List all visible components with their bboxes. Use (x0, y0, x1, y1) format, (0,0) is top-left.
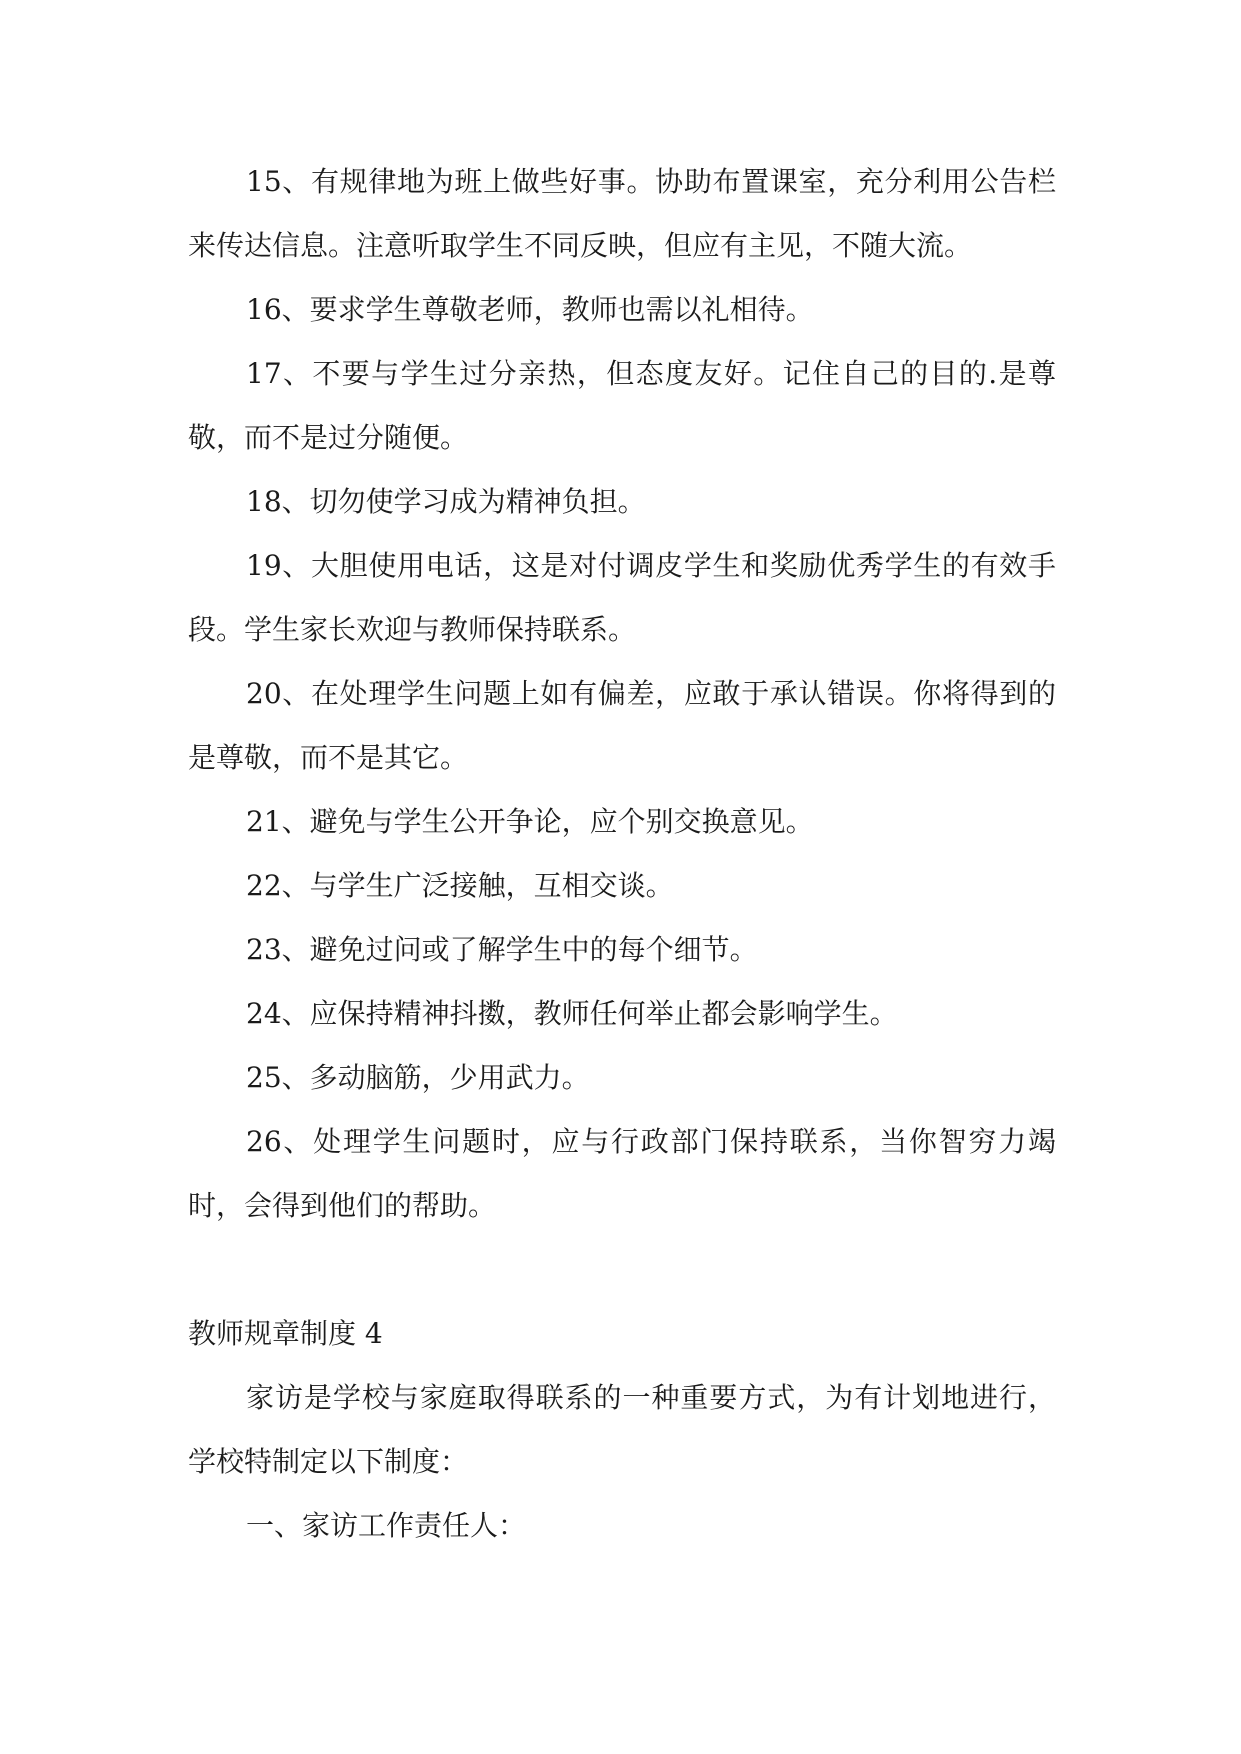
rule-item-23: 23、避免过问或了解学生中的每个细节。 (246, 933, 758, 966)
rule-item-18: 18、切勿使学习成为精神负担。 (246, 485, 646, 518)
rule-item-17: 17、不要与学生过分亲热，但态度友好。记住自己的目的.是尊敬，而不是过分随便。 (188, 357, 1056, 454)
rule-item-16: 16、要求学生尊敬老师，教师也需以礼相待。 (246, 293, 814, 326)
rule-item-25: 25、多动脑筋，少用武力。 (246, 1061, 590, 1094)
rule-item-21: 21、避免与学生公开争论，应个别交换意见。 (246, 805, 814, 838)
section-subheading: 一、家访工作责任人： (246, 1509, 527, 1542)
section-title: 教师规章制度 4 (188, 1317, 383, 1350)
section-spacer (188, 1238, 1056, 1302)
rule-item-15: 15、有规律地为班上做些好事。协助布置课室，充分利用公告栏来传达信息。注意听取学生不同反映，但应有主见，不随大流。 (188, 165, 1056, 262)
rule-item-20: 20、在处理学生问题上如有偏差，应敢于承认错误。你将得到的是尊敬，而不是其它。 (188, 677, 1056, 774)
document-body (188, 150, 1056, 1558)
rule-item-19: 19、大胆使用电话，这是对付调皮学生和奖励优秀学生的有效手段。学生家长欢迎与教师保持联系。 (188, 549, 1056, 646)
section-intro: 家访是学校与家庭取得联系的一种重要方式，为有计划地进行，学校特制定以下制度： (188, 1381, 1056, 1478)
rule-item-22: 22、与学生广泛接触，互相交谈。 (246, 869, 674, 902)
rule-item-26: 26、处理学生问题时，应与行政部门保持联系，当你智穷力竭时，会得到他们的帮助。 (188, 1125, 1056, 1222)
rule-item-24: 24、应保持精神抖擞，教师任何举止都会影响学生。 (246, 997, 898, 1030)
